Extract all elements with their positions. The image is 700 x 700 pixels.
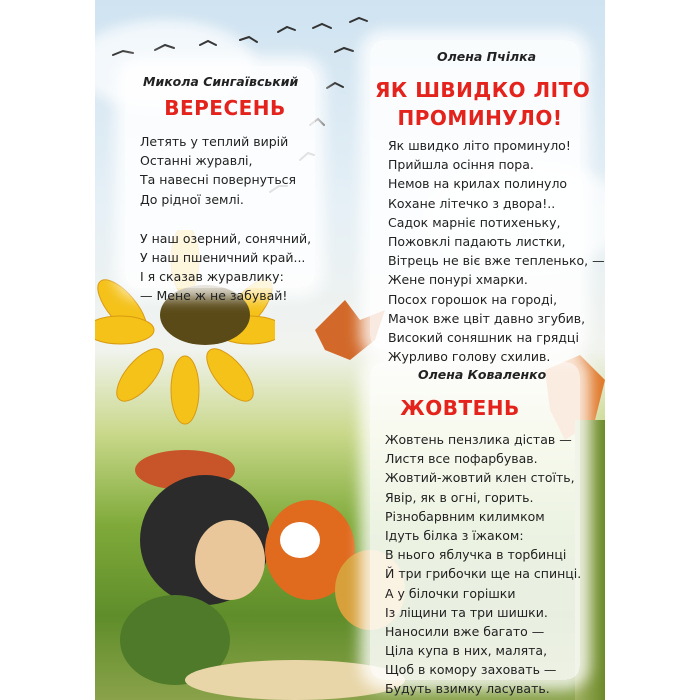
poem-line: Садок марніє потихеньку, — [388, 214, 561, 230]
poem-line: В нього яблучка в торбинці — [385, 547, 567, 563]
poem-author: Олена Коваленко — [418, 367, 547, 382]
crane-icon — [155, 45, 174, 50]
poem-line: Останні журавлі, — [140, 153, 253, 169]
poem-author: Олена Пчілка — [437, 49, 537, 64]
poem-line: Журливо голову схилив. — [388, 349, 551, 365]
poem-line: Прийшла осіння пора. — [388, 157, 534, 173]
poem-line: Наносили вже багато — — [385, 623, 545, 639]
crane-icon — [200, 41, 216, 45]
poem-title-line: ПРОМИНУЛО! — [397, 106, 563, 130]
poem-title: ВЕРЕСЕНЬ — [164, 96, 286, 120]
poem-line: Із ліщини та три шишки. — [385, 604, 548, 620]
crane-icon — [335, 48, 353, 52]
poem-line: Жовтий-жовтий клен стоїть, — [385, 470, 575, 486]
crane-icon — [278, 27, 295, 32]
poem-line: Ціла купа в них, малята, — [385, 643, 548, 659]
poem-line: Кохане літечко з двора!.. — [388, 195, 556, 211]
poem-line: Немов на крилах полинуло — [388, 176, 568, 192]
poem-line: А у білочки горішки — [385, 585, 516, 601]
poem-line: Мачок вже цвіт давно згубив, — [388, 310, 586, 326]
poem-line: Жене понурі хмарки. — [388, 272, 528, 288]
poem-line: Будуть взимку ласувать. — [385, 681, 550, 697]
poem-text — [140, 132, 311, 306]
crane-icon — [313, 24, 331, 28]
poem-text — [388, 136, 605, 366]
poem-line: Явір, як в огні, горить. — [385, 489, 534, 505]
poem-line: — Мене ж не забувай! — [140, 288, 288, 304]
poem-line: Жовтень пензлика дістав — — [385, 432, 572, 447]
poem-line: Й три грибочки ще на спинці. — [385, 566, 582, 582]
crane-icon — [327, 83, 343, 88]
crane-icon — [350, 18, 367, 22]
poem-author: Микола Сингаївський — [143, 74, 299, 89]
poem-line: Пожовклі падають листки, — [388, 233, 566, 249]
poem-line: У наш пшеничний край... — [140, 249, 306, 265]
poem-line: Летять у теплий вирій — [140, 134, 289, 149]
poem-line: У наш озерний, сонячний, — [140, 230, 312, 246]
poem-line: Як швидко літо проминуло! — [388, 138, 571, 153]
poem-line: Високий соняшник на грядці — [388, 329, 579, 345]
poem-title — [375, 76, 591, 132]
poem-title: ЖОВТЕНЬ — [400, 396, 520, 420]
poem-line: Щоб в комору заховать — — [385, 662, 557, 678]
poem-line: Різнобарвним килимком — [385, 508, 545, 524]
crane-icon — [240, 37, 257, 42]
poem-line: Вітрець не віє вже тепленько, — — [388, 253, 605, 269]
poem-line: Посох горошок на городі, — [388, 291, 558, 307]
poem-line: Листя все пофарбував. — [385, 451, 538, 467]
poem-line: Та навесні повернуться — [140, 172, 297, 188]
poem-line: І я сказав журавлику: — [140, 269, 284, 285]
poem-line: До рідної землі. — [140, 191, 244, 207]
book-page — [95, 0, 605, 700]
poem-text — [385, 430, 581, 699]
poem-line: Ідуть білка з їжаком: — [385, 527, 524, 543]
poem-title-line: ЯК ШВИДКО ЛІТО — [375, 78, 591, 102]
crane-icon — [113, 51, 133, 55]
